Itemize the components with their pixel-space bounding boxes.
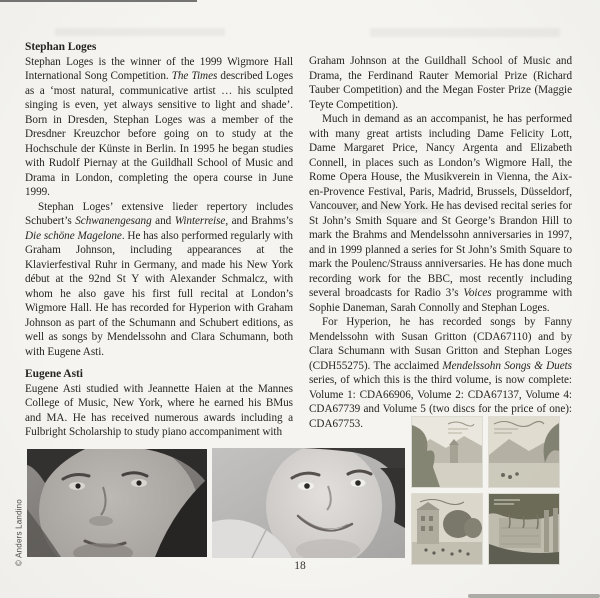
text-run: and [151,215,175,227]
cd-cover-volume-4 [412,494,482,564]
text-run-italic: Winterreise [174,215,226,227]
text-run-italic: Voices [463,287,492,299]
text-run: Stephan Loges is the winner of the 1999 Wigmore Hall International Song Competition. [25,55,293,82]
page-number: 18 [294,560,306,572]
heading-stephan-loges: Stephan Loges [25,41,97,53]
paragraph-asti-bio-continued [309,54,572,112]
text-run-italic: Schwanengesang [75,215,152,227]
paragraph-asti-bio-1 [25,382,293,440]
text-run: Much in demand as an accompanist, he has performed with many great artists including Dame Felicity Lott, Dame Margaret Price, Nancy Argenta and Elizabeth Connell, in places such as London’s Wigmore Hall, the Rome Opera House, the Musikverein in Vienna, the Aix-en-Provence Festival, Paris, Madrid, Brussels, Düsseldorf, Vancouver, and New York. He has devised recital series for St John’s Smith Square and St George’s Brandon Hill to mark the Brahms and Mendelssohn anniversaries in 1997, and in 1999 planned a series for St John’s Smith Square to mark the Poulenc/Strauss anniversaries. He has done much recording work for the BBC, most recently including several broadcasts for Radio 3’s [309,113,572,299]
scan-edge-top [0,0,197,2]
eugene-asti-photo [212,448,405,558]
left-column [25,40,293,440]
paragraph-stephan-bio-2 [25,200,293,360]
bleed-through-artifact [370,28,560,37]
text-run: described Loges as a ‘most natural, communicative artist … his sculpted singing is even, yet always sensitive to light and shade’. Born in Dresden, Stephan Loges was a member of the Dresdner Kreuzchor before going on to study at the Hochschule der Künste in Berlin. In 1995 he began studies with Rudolf Piernay at the Guildhall School of Music and Drama in London, completing the opera course in June 1999. [25,70,293,198]
text-run: . He has also performed regularly with Graham Johnson, including appearances at the Klavierfestival Ruhr in Germany, and made his New York début at the 92nd St Y with Alexander Schmalcz, with whom he also gave his first full recital at London’s Wigmore Hall. He has recorded for Hyperion with Graham Johnson as part of the Schumann and Schubert editions, as well as songs by Mendelssohn and Clara Schumann, both with Eugene Asti. [25,229,293,358]
text-run: , and Brahms’s [225,215,294,227]
right-column [309,54,572,431]
text-run: Stephan Loges’ extensive lieder repertory includes Schubert’s [25,200,293,227]
cd-cover-volume-5 [489,494,559,564]
paragraph-stephan-bio-1 [25,55,293,200]
paragraph-asti-bio-2 [309,112,572,315]
text-run: Graham Johnson at the Guildhall School of Music and Drama, the Ferdinand Rauter Memorial Prize (Richard Tauber Competition) and the Megan Foster Prize (Maggie Teyte Competition). [309,55,572,111]
cd-cover-volume-1 [412,417,482,487]
text-run: For Hyperion, he has recorded songs by Fanny Mendelssohn with Susan Gritton (CDA67110) and by Clara Schumann with Susan Gritton and Stephan Loges (CDH55275). The acclaimed [309,316,572,372]
text-run-italic: Mendelssohn Songs & Duets [442,359,572,372]
text-run: series, of which this is the third volume, is now complete: Volume 1: CDA66906, Volume 2: CDA67137, Volume 4: CDA67739 and Volume 5 (two discs for the price of one): CDA67753. [309,374,572,430]
cd-cover-volume-2 [489,417,559,487]
paragraph-hyperion-recordings [309,315,572,431]
text-run: programme with Sophie Daneman, Sarah Connolly and Stephan Loges. [309,287,572,314]
bleed-through-artifact [55,28,225,36]
photo-credit: © Anders Landino [14,499,24,566]
text-run-italic: Die schöne Magelone [25,229,122,242]
text-run-italic: The Times [171,70,218,82]
scan-edge-bottom [468,594,600,598]
text-run: Eugene Asti studied with Jeannette Haien at the Mannes College of Music, New York, where he earned his BMus and MA. He has received numerous awards including a Fulbright Scholarship to study piano accompaniment with [25,382,293,438]
heading-eugene-asti: Eugene Asti [25,368,83,380]
stephan-loges-photo [27,449,207,557]
